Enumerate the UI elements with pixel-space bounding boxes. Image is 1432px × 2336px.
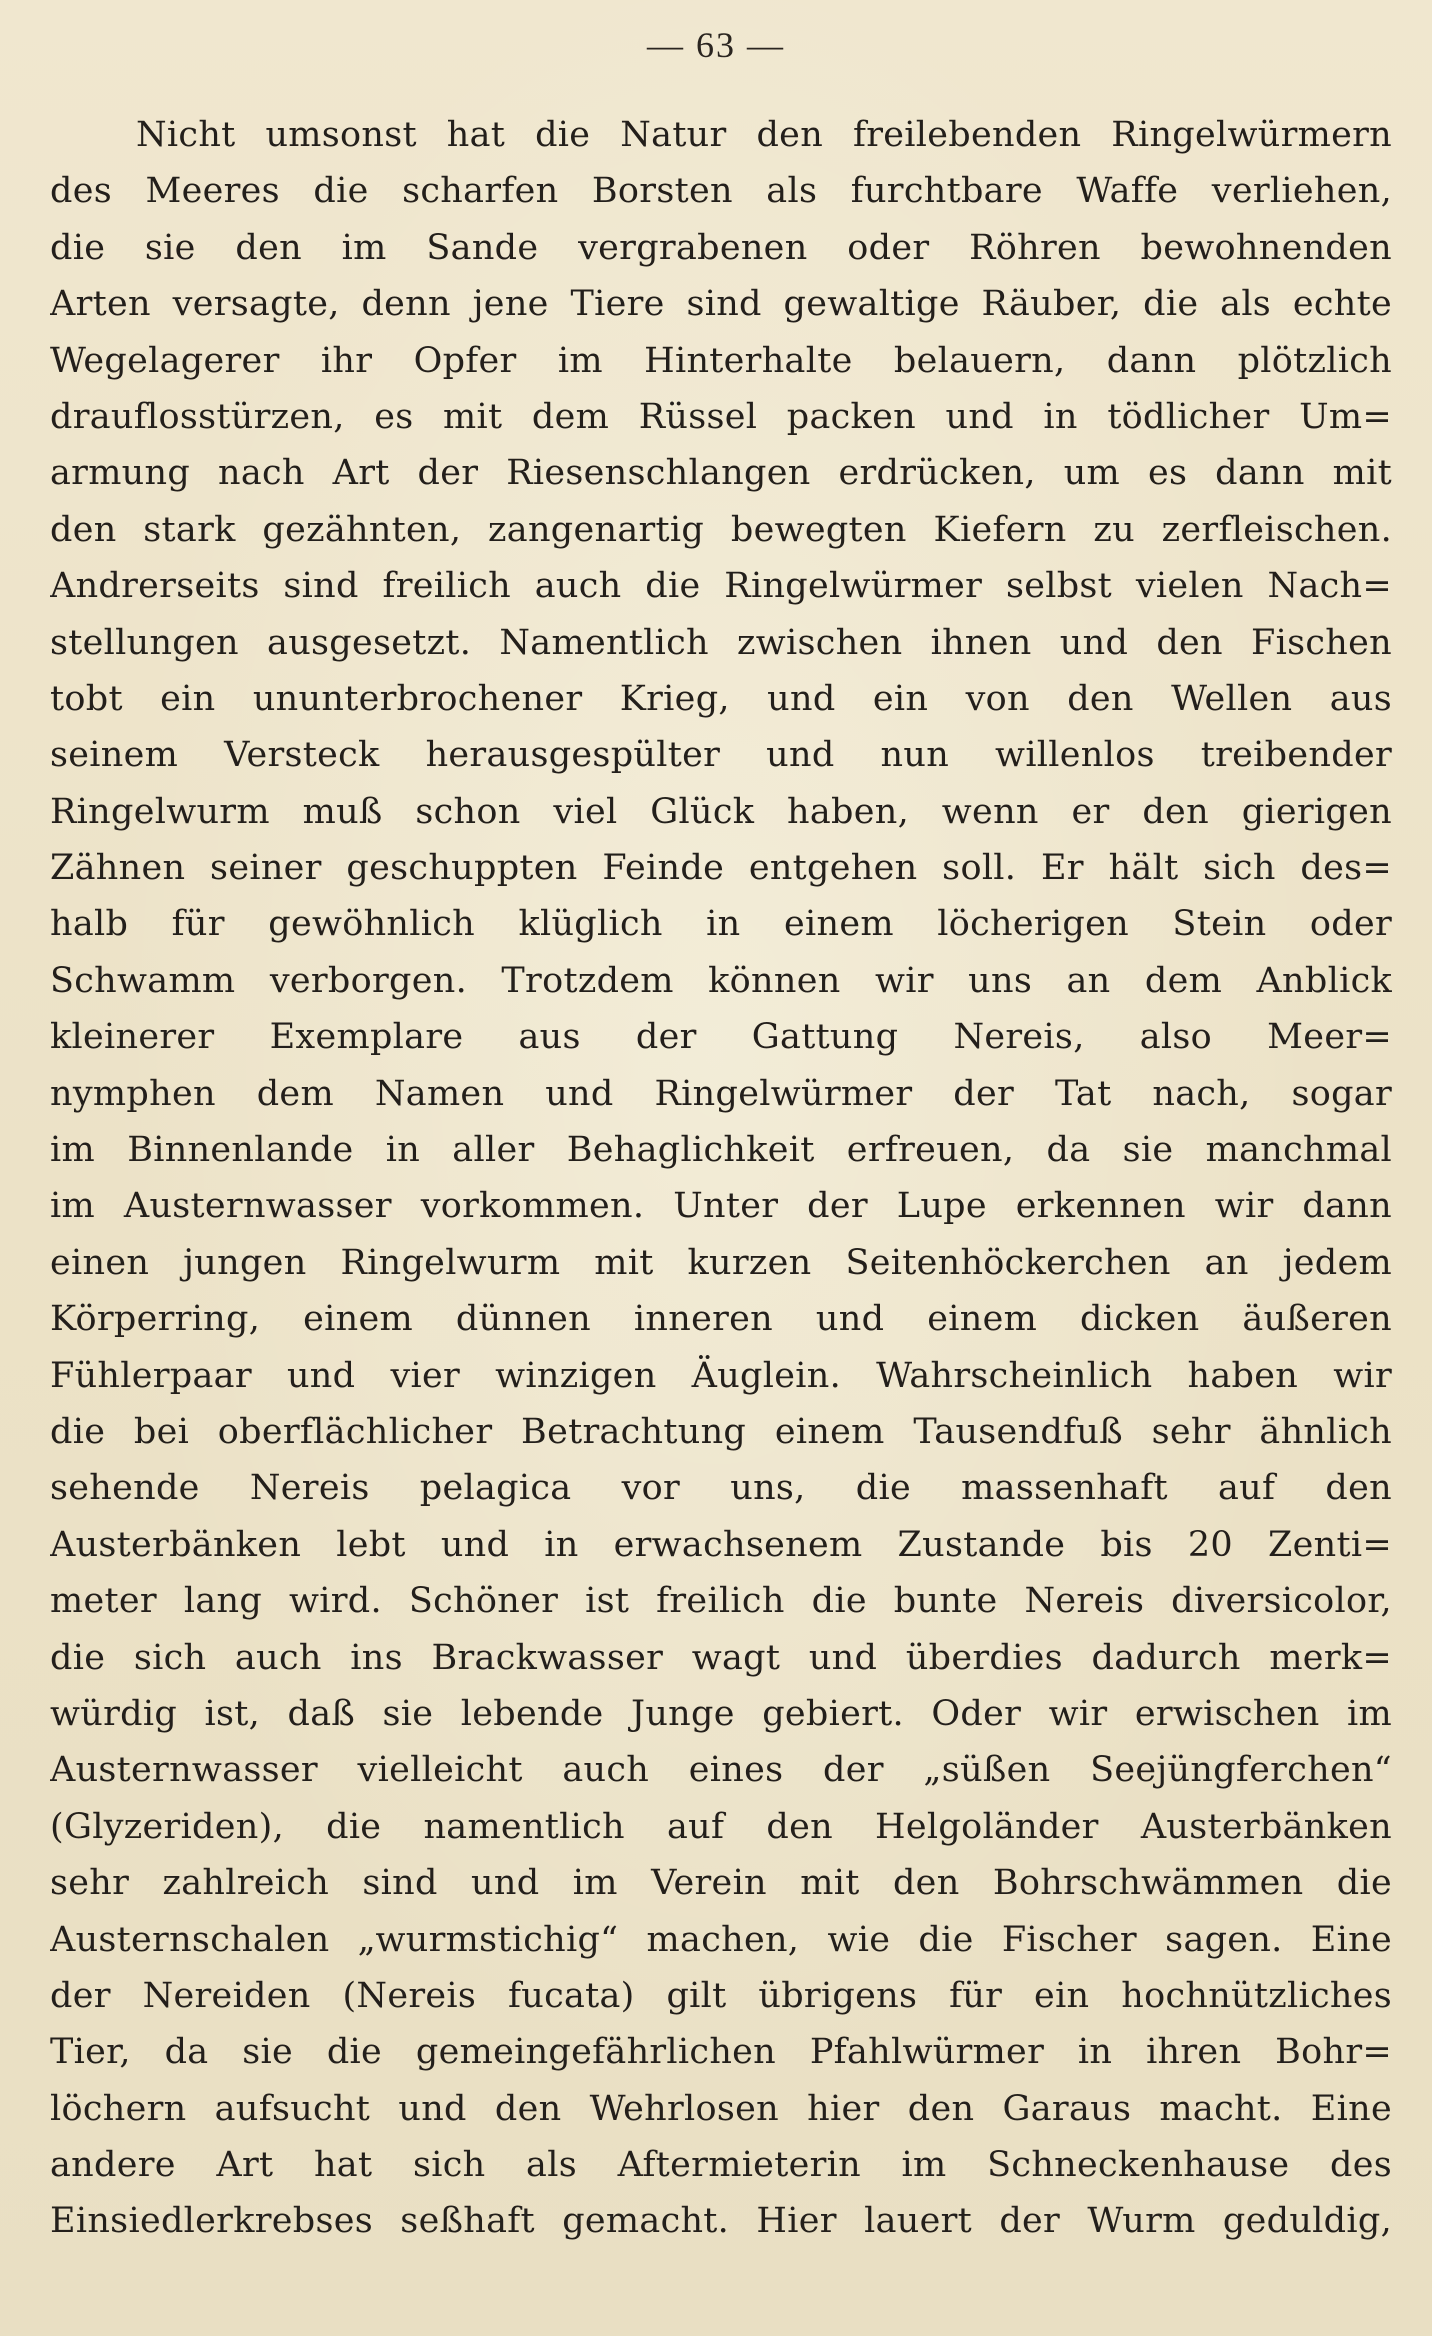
text-line: sehr zahlreich sind und im Verein mit den Bohrschwämmen die [50,1863,1392,1904]
text-line: stellungen ausgesetzt. Namentlich zwischen ihnen und den Fischen [50,622,1392,663]
text-line: im Binnenlande in aller Behaglichkeit erfreuen, da sie manchmal [50,1130,1392,1171]
text-line: meter lang wird. Schöner ist freilich die bunte Nereis diversicolor, [50,1581,1392,1622]
text-line: Wegelagerer ihr Opfer im Hinterhalte belauern, dann plötzlich [50,340,1392,381]
text-line: Ringelwurm muß schon viel Glück haben, wenn er den gierigen [50,791,1392,832]
text-line: Nicht umsonst hat die Natur den freilebenden Ringelwürmern [136,115,1392,155]
page-number: — 63 — [647,25,785,65]
text-line: würdig ist, daß sie lebende Junge gebiert. Oder wir erwischen im [50,1693,1392,1734]
text-line: seinem Versteck herausgespülter und nun willenlos treibender [50,735,1392,776]
text-line: den stark gezähnten, zangenartig bewegten Kiefern zu zerfleischen. [50,509,1392,550]
text-line: sehende Nereis pelagica vor uns, die massenhaft auf den [50,1468,1392,1509]
text-line: halb für gewöhnlich klüglich in einem löcherigen Stein oder [50,904,1392,945]
text-line: Schwamm verborgen. Trotzdem können wir uns an dem Anblick [50,960,1392,1001]
text-line: Tier, da sie die gemeingefährlichen Pfahlwürmer in ihren Bohr= [50,2032,1392,2073]
text-line: Austernschalen „wurmstichig“ machen, wie die Fischer sagen. Eine [50,1919,1392,1960]
text-line: Körperring, einem dünnen inneren und einem dicken äußeren [50,1299,1392,1340]
text-line: Arten versagte, denn jene Tiere sind gewaltige Räuber, die als echte [50,284,1392,325]
text-line: Austernwasser vielleicht auch eines der „süßen Seejüngferchen“ [50,1750,1392,1791]
text-line: drauflosstürzen, es mit dem Rüssel packen und in tödlicher Um= [50,396,1392,437]
text-line: im Austernwasser vorkommen. Unter der Lupe erkennen wir dann [50,1186,1392,1227]
text-line: armung nach Art der Riesenschlangen erdrücken, um es dann mit [50,453,1392,494]
text-line: nymphen dem Namen und Ringelwürmer der Tat nach, sogar [50,1073,1392,1114]
text-line: andere Art hat sich als Aftermieterin im Schneckenhause des [50,2145,1392,2186]
text-line: tobt ein ununterbrochener Krieg, und ein von den Wellen aus [50,678,1392,719]
text-line: die bei oberflächlicher Betrachtung einem Tausendfuß sehr ähnlich [50,1411,1392,1452]
text-line: Austerbänken lebt und in erwachsenem Zustande bis 20 Zenti= [50,1524,1392,1565]
text-line: Fühlerpaar und vier winzigen Äuglein. Wahrscheinlich haben wir [50,1355,1392,1396]
text-line: des Meeres die scharfen Borsten als furchtbare Waffe verliehen, [50,171,1392,212]
text-line: der Nereiden (Nereis fucata) gilt übrigens für ein hochnützliches [50,1975,1392,2016]
text-line: einen jungen Ringelwurm mit kurzen Seitenhöckerchen an jedem [50,1242,1392,1283]
text-line: löchern aufsucht und den Wehrlosen hier den Garaus macht. Eine [50,2088,1392,2129]
text-line: (Glyzeriden), die namentlich auf den Helgoländer Austerbänken [50,1806,1392,1847]
text-line: Andrerseits sind freilich auch die Ringelwürmer selbst vielen Nach= [50,566,1392,607]
text-line: die sie den im Sande vergrabenen oder Röhren bewohnenden [50,227,1392,268]
text-line: die sich auch ins Brackwasser wagt und überdies dadurch merk= [50,1637,1392,1678]
text-line: Zähnen seiner geschuppten Feinde entgehen soll. Er hält sich des= [50,848,1392,889]
text-line: kleinerer Exemplare aus der Gattung Nereis, also Meer= [50,1017,1392,1058]
text-line: Einsiedlerkrebses seßhaft gemacht. Hier lauert der Wurm geduldig, [50,2201,1392,2242]
body-text [50,107,1392,2250]
